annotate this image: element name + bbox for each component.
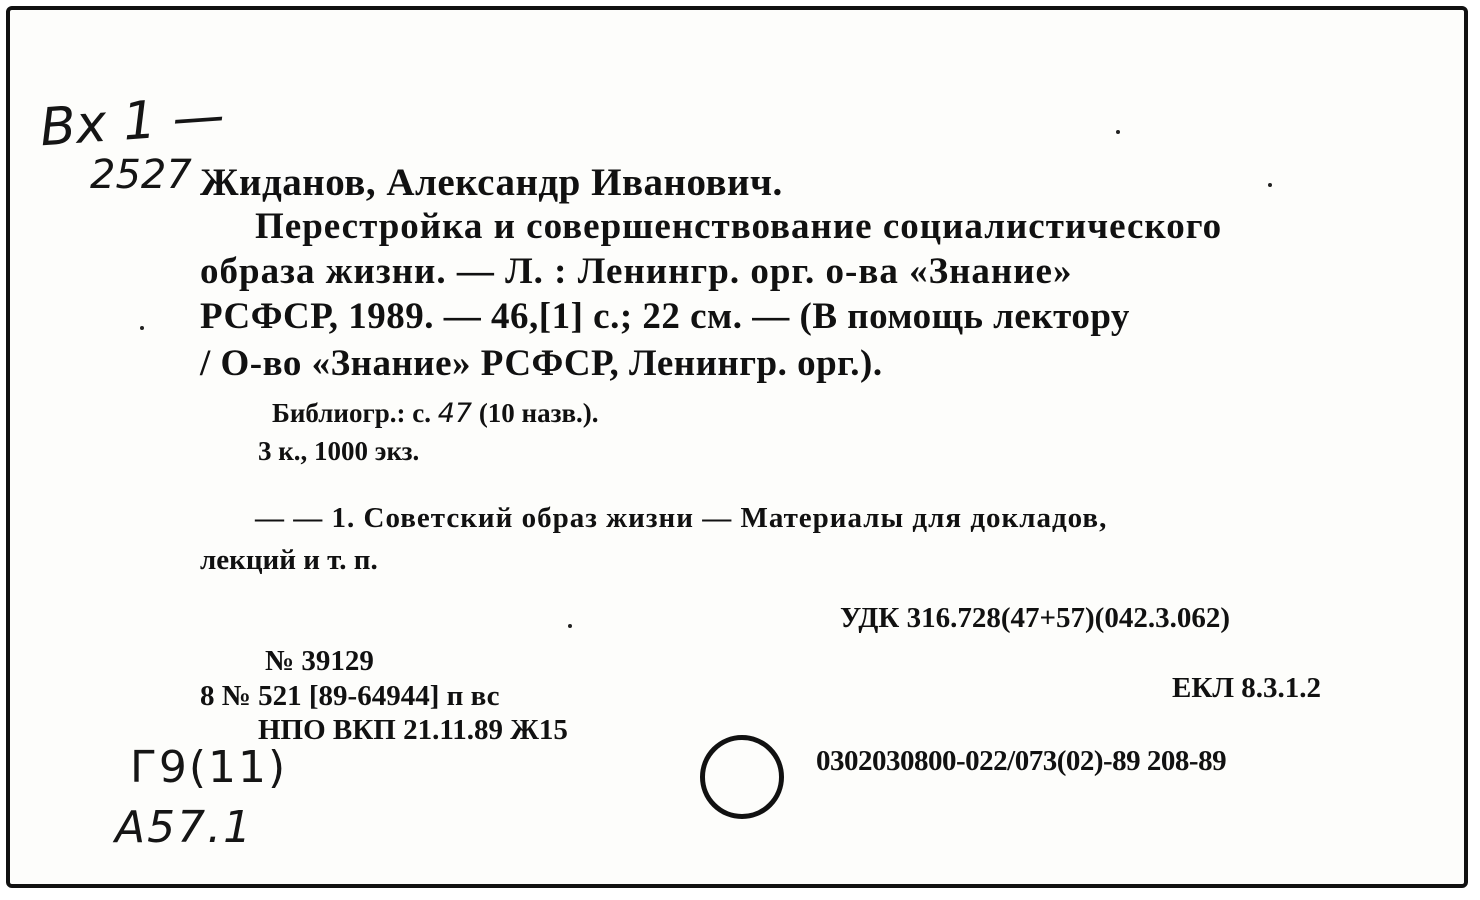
- title-line-4: / О-во «Знание» РСФСР, Ленингр. орг.).: [200, 343, 883, 384]
- title-line-3: РСФСР, 1989. — 46,[1] с.; 22 см. — (В помощь лектору: [200, 296, 1130, 337]
- stamp-circle: [700, 735, 784, 819]
- bibliography-note: [272, 398, 599, 429]
- author-heading: Жиданов, Александр Иванович.: [200, 161, 783, 204]
- price-run: 3 к., 1000 экз.: [258, 436, 420, 466]
- scan-speck: [140, 326, 144, 330]
- bibliography-count: (10 назв.).: [478, 398, 599, 428]
- scan-speck: [1268, 183, 1272, 187]
- npo-line: НПО ВКП 21.11.89 Ж15: [258, 714, 568, 746]
- handwritten-mark-bottom-1: Г9(11): [130, 742, 288, 793]
- udk-code: УДК 316.728(47+57)(042.3.062): [840, 602, 1230, 634]
- bibliography-page: 47: [437, 398, 473, 429]
- ekl-code: ЕКЛ 8.3.1.2: [1172, 672, 1321, 704]
- bibliography-prefix: Библиогр.: с.: [272, 398, 431, 428]
- scan-speck: [568, 624, 572, 628]
- scan-speck: [1116, 130, 1120, 134]
- handwritten-mark-top: Вх 1 —: [38, 85, 227, 159]
- subject-line-1: — — 1. Советский образ жизни — Материалы для докладов,: [255, 502, 1108, 534]
- handwritten-mark-bottom-2: А57.1: [115, 802, 254, 853]
- title-line-1: Перестройка и совершенствование социалистического: [255, 206, 1223, 247]
- order-line: 8 № 521 [89-64944] п вс: [200, 680, 500, 712]
- title-line-2: образа жизни. — Л. : Ленингр. орг. о-ва «Знание»: [200, 251, 1073, 292]
- handwritten-call-number: 2527: [90, 152, 192, 198]
- subject-line-2: лекций и т. п.: [200, 544, 378, 576]
- card-number: № 39129: [265, 645, 374, 677]
- ordering-code: 0302030800-022/073(02)-89 208-89: [816, 745, 1227, 777]
